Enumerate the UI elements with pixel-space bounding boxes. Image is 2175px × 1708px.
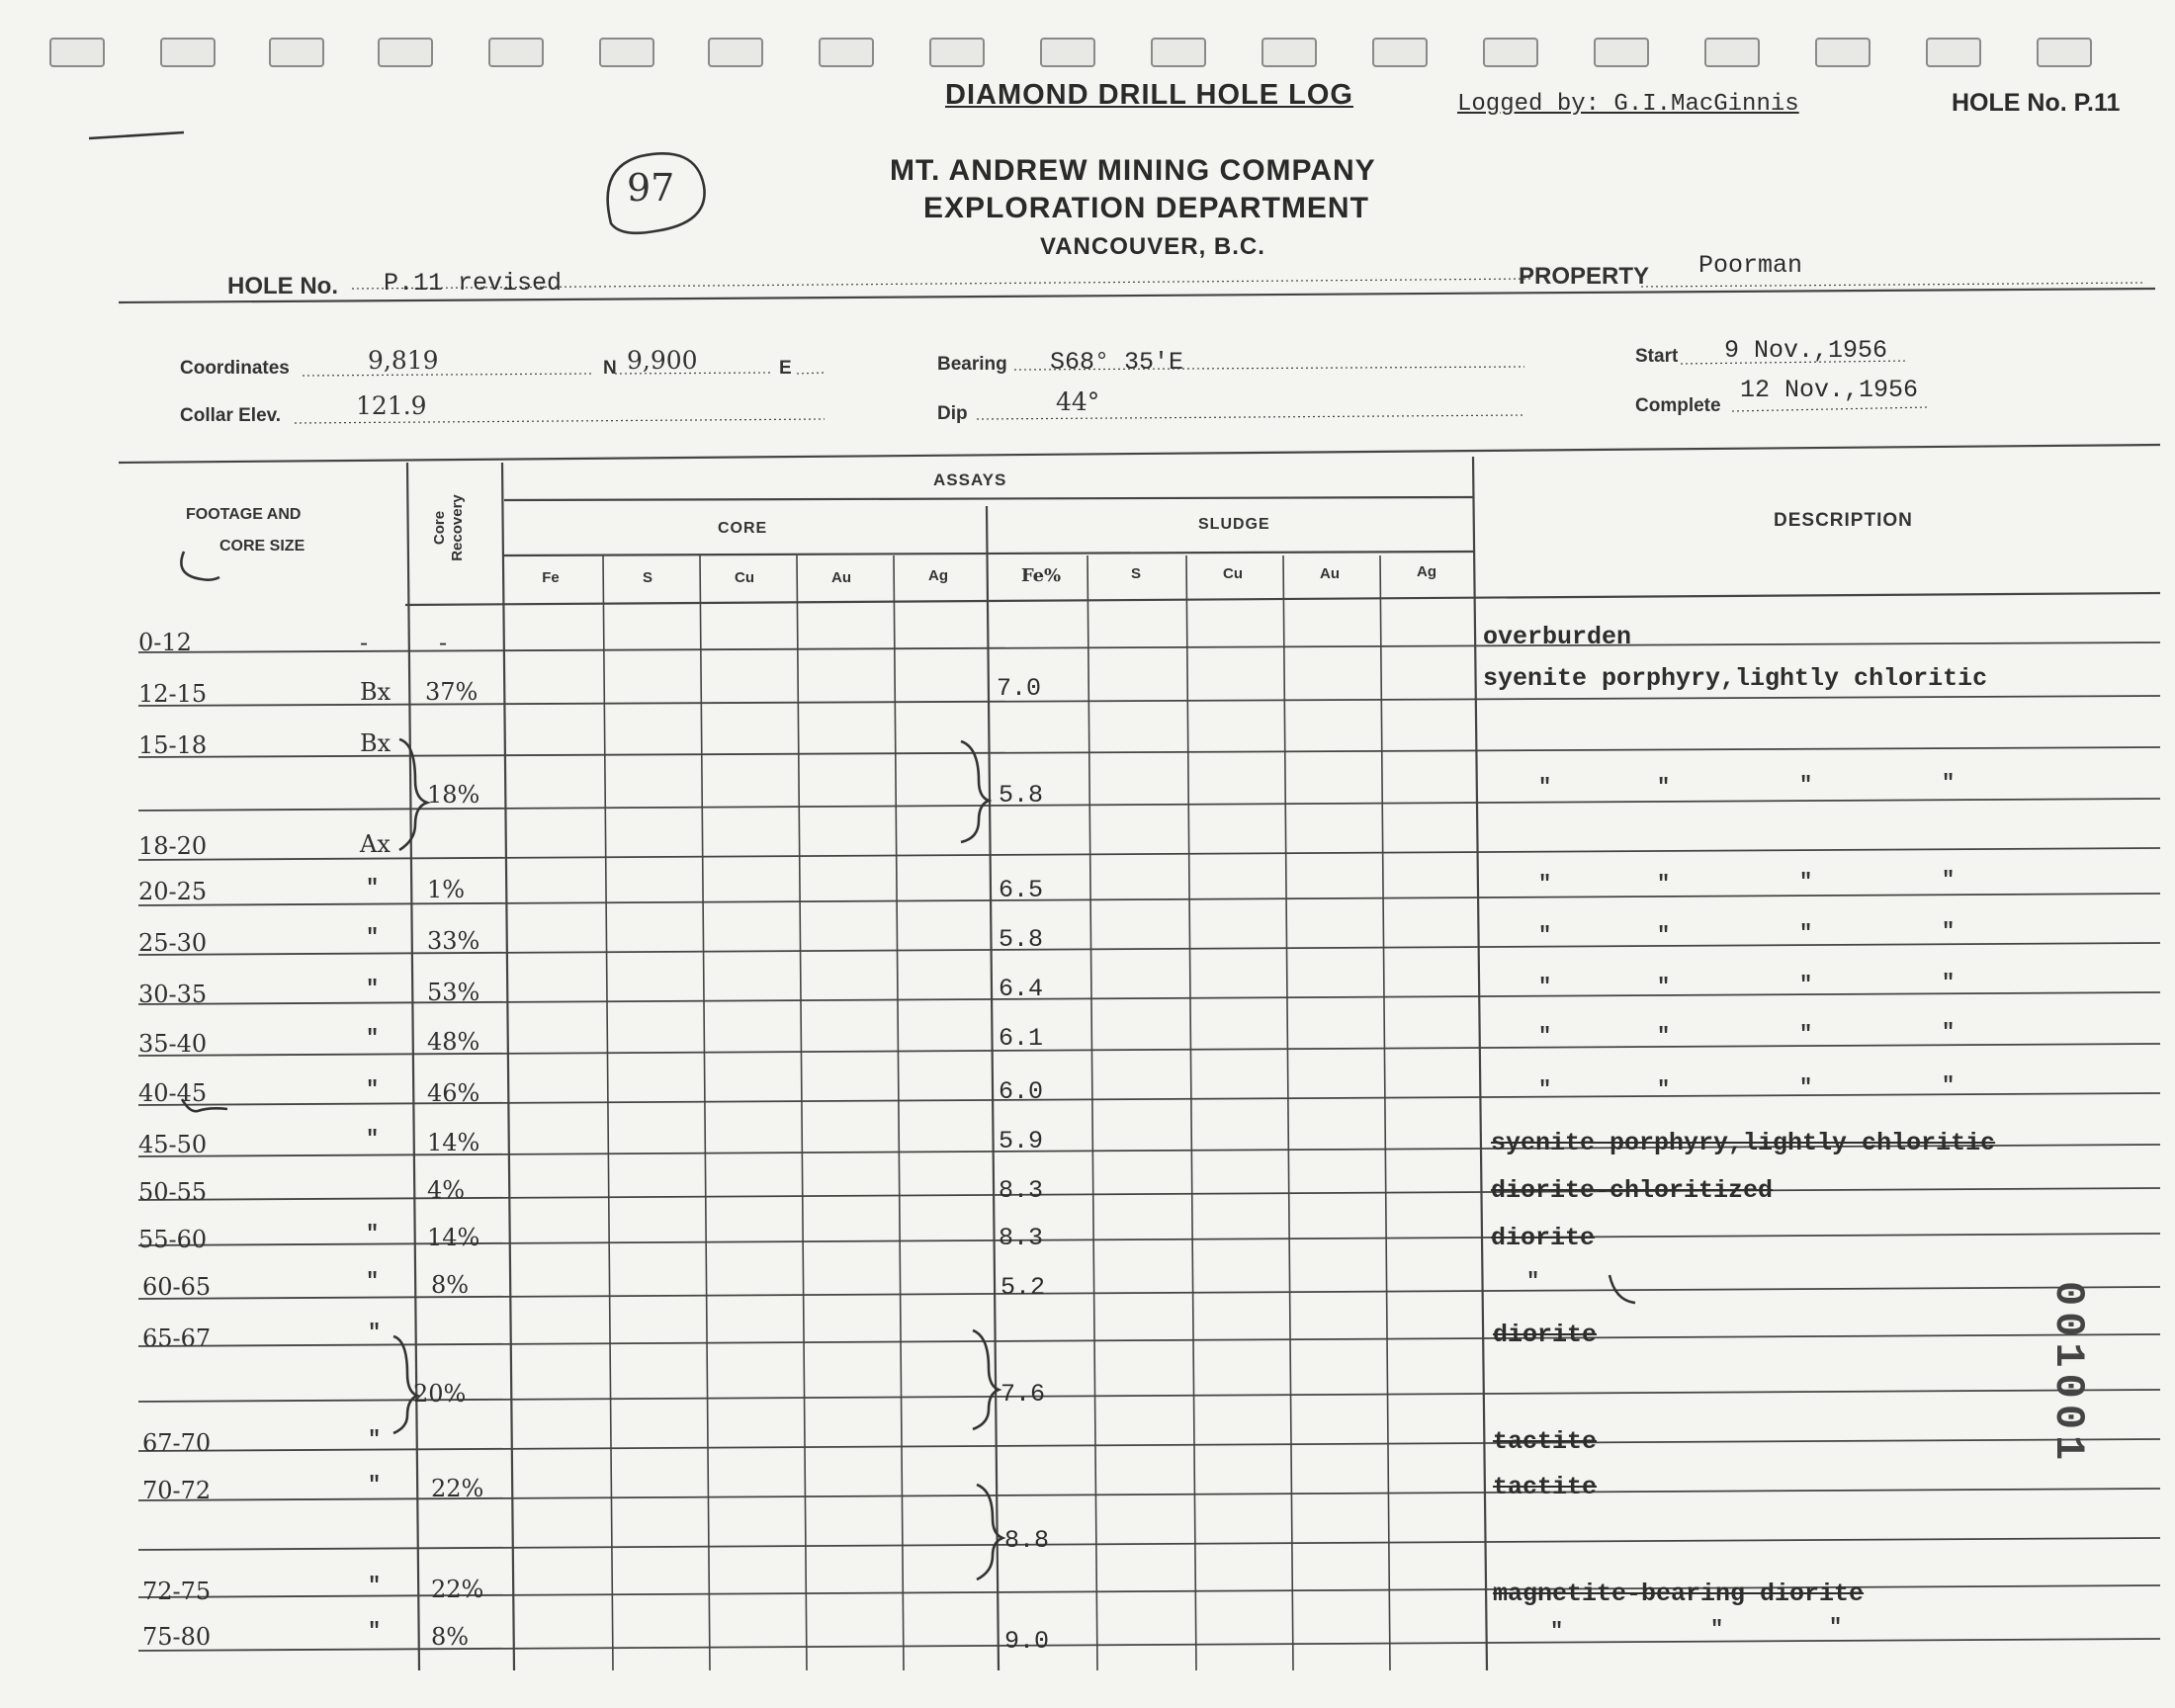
footage-cell: 70-72 <box>142 1477 212 1504</box>
sludge-fe-cell: 7.6 <box>1000 1380 1046 1409</box>
core-size-cell: " <box>366 1269 380 1294</box>
recovery-cell: 33% <box>427 927 480 955</box>
ditto-mark: " <box>1538 1077 1552 1102</box>
core-size-cell: Ax <box>360 830 391 858</box>
ditto-mark: " <box>1657 1024 1671 1049</box>
ditto-mark: " <box>1799 870 1813 895</box>
description-cell: overburden <box>1483 623 1632 651</box>
ditto-mark: " <box>1538 1024 1552 1049</box>
footage-cell: 60-65 <box>142 1273 212 1301</box>
core-size-cell: " <box>368 1574 382 1598</box>
core-size-cell: " <box>366 876 380 900</box>
start-value: 9 Nov.,1956 <box>1724 336 1888 365</box>
description-cell: tactite <box>1493 1427 1598 1456</box>
ditto-mark: " <box>1538 775 1552 800</box>
footage-cell: 67-70 <box>142 1429 212 1457</box>
sludge-fe-cell: 5.8 <box>999 781 1044 810</box>
col-sludge-fe: Fe% <box>1020 565 1062 586</box>
footage-cell: 15-18 <box>138 731 208 759</box>
ditto-mark: " <box>1942 771 1956 796</box>
ditto-mark: " <box>1799 973 1813 997</box>
footage-cell: 45-50 <box>138 1131 208 1158</box>
ditto-mark: " <box>1657 1077 1671 1102</box>
sludge-fe-cell: 5.9 <box>999 1127 1044 1155</box>
sludge-fe-cell: 6.0 <box>999 1077 1044 1106</box>
description-cell: tactite <box>1493 1473 1598 1501</box>
footage-cell: 65-67 <box>142 1324 212 1352</box>
bearing-label: Bearing <box>937 354 1007 375</box>
footage-cell: 72-75 <box>142 1578 212 1605</box>
ditto-mark: " <box>1550 1619 1564 1644</box>
footage-cell: 0-12 <box>138 629 192 656</box>
sludge-fe-cell: 6.4 <box>999 975 1044 1003</box>
hole-number-top: HOLE No. P.11 <box>1952 89 2121 117</box>
core-recovery-header: Core Recovery <box>431 494 466 561</box>
circled-number: 97 <box>627 166 675 210</box>
form-title: DIAMOND DRILL HOLE LOG <box>945 79 1353 111</box>
recovery-cell: - <box>439 629 448 656</box>
ditto-mark: " <box>1657 872 1671 897</box>
col-sludge-s: S <box>1130 565 1141 582</box>
core-size-cell: - <box>360 629 369 656</box>
core-size-cell: " <box>368 1619 382 1644</box>
stamp-number: 001001 <box>2044 1281 2092 1467</box>
ditto-mark: " <box>1799 773 1813 798</box>
dip-value: 44° <box>1056 387 1100 416</box>
sludge-fe-cell: 8.8 <box>1004 1526 1050 1555</box>
core-size-cell: Bx <box>360 729 392 757</box>
recovery-cell: 22% <box>431 1576 484 1603</box>
ditto-mark: " <box>1799 1022 1813 1047</box>
col-sludge-cu: Cu <box>1223 565 1243 582</box>
col-core-fe: Fe <box>542 569 560 586</box>
sludge-header: SLUDGE <box>1198 516 1270 533</box>
complete-value: 12 Nov.,1956 <box>1740 376 1919 404</box>
sludge-fe-cell: 6.1 <box>999 1024 1044 1053</box>
col-sludge-ag: Ag <box>1417 563 1436 580</box>
hole-value: P.11 revised <box>384 269 563 298</box>
footage-header-line1: FOOTAGE AND <box>186 506 302 523</box>
coord-e-value: 9,900 <box>627 346 698 375</box>
footage-cell: 20-25 <box>138 878 208 905</box>
core-size-cell: " <box>366 1077 380 1102</box>
footage-cell: 25-30 <box>138 929 208 957</box>
recovery-cell: 14% <box>427 1129 480 1156</box>
core-size-cell: " <box>368 1427 382 1452</box>
core-size-cell: " <box>368 1321 382 1345</box>
property-label: PROPERTY <box>1519 263 1650 290</box>
col-core-s: S <box>642 569 652 586</box>
ditto-mark: " <box>1657 923 1671 948</box>
core-size-cell: Bx <box>360 678 392 706</box>
recovery-cell: 48% <box>427 1028 480 1056</box>
sludge-fe-cell: 8.3 <box>999 1224 1044 1252</box>
sludge-fe-cell: 7.0 <box>997 674 1042 703</box>
footage-header-line2: CORE SIZE <box>219 538 305 555</box>
complete-label: Complete <box>1635 395 1721 416</box>
property-value: Poorman <box>1698 251 1803 280</box>
recovery-cell: 53% <box>427 979 480 1006</box>
city: VANCOUVER, B.C. <box>1040 233 1265 260</box>
recovery-cell: 8% <box>431 1271 470 1299</box>
core-header: CORE <box>718 520 768 537</box>
footage-cell: 55-60 <box>138 1226 208 1253</box>
ditto-mark: " <box>1829 1615 1843 1640</box>
logged-by: Logged by: G.I.MacGinnis <box>1457 91 1799 118</box>
recovery-cell: 1% <box>427 876 466 903</box>
description-cell: syenite porphyry,lightly chloritic <box>1483 664 1988 693</box>
ditto-mark: " <box>1710 1617 1724 1642</box>
core-size-cell: " <box>366 1222 380 1246</box>
sludge-fe-cell: 5.2 <box>1000 1273 1046 1302</box>
recovery-cell: 4% <box>427 1176 466 1204</box>
description-cell: diorite <box>1493 1321 1598 1349</box>
footage-cell: 50-55 <box>138 1178 208 1206</box>
ditto-mark: " <box>1942 1073 1956 1098</box>
description-header: DESCRIPTION <box>1774 510 1913 531</box>
recovery-cell: 20% <box>413 1380 467 1408</box>
description-cell: diorite <box>1491 1224 1596 1252</box>
department-name: EXPLORATION DEPARTMENT <box>923 192 1369 224</box>
ditto-mark: " <box>1942 971 1956 995</box>
core-size-cell: " <box>366 925 380 950</box>
sludge-fe-cell: 9.0 <box>1004 1627 1050 1656</box>
footage-cell: 40-45 <box>138 1079 208 1107</box>
description-cell: syenite porphyry,lightly chloritic <box>1491 1129 1996 1157</box>
company-name: MT. ANDREW MINING COMPANY <box>890 154 1376 187</box>
collar-label: Collar Elev. <box>180 405 282 426</box>
sludge-fe-cell: 5.8 <box>999 925 1044 954</box>
footage-cell: 30-35 <box>138 981 208 1008</box>
bearing-value: S68° 35'E <box>1050 348 1184 377</box>
ditto-mark: " <box>1538 923 1552 948</box>
recovery-cell: 37% <box>425 678 478 706</box>
assays-header: ASSAYS <box>933 470 1007 489</box>
collar-value: 121.9 <box>356 391 427 420</box>
ditto-mark: " <box>1657 775 1671 800</box>
coordinates-label: Coordinates <box>180 358 290 379</box>
footage-cell: 75-80 <box>142 1623 212 1651</box>
core-size-cell: " <box>368 1473 382 1497</box>
ditto-mark: " <box>1657 975 1671 999</box>
coord-n-value: 9,819 <box>368 346 439 375</box>
hole-label: HOLE No. <box>227 273 338 299</box>
description-cell: magnetite-bearing diorite <box>1493 1580 1865 1608</box>
recovery-cell: 22% <box>431 1475 484 1502</box>
coord-n-label: N <box>603 358 617 379</box>
col-sludge-au: Au <box>1320 565 1340 582</box>
ditto-mark: " <box>1942 868 1956 893</box>
ditto-mark: " <box>1799 921 1813 946</box>
recovery-cell: 18% <box>427 781 480 809</box>
description-cell: " <box>1526 1269 1540 1294</box>
core-size-cell: " <box>366 1026 380 1051</box>
col-core-ag: Ag <box>928 567 948 584</box>
recovery-cell: 14% <box>427 1224 480 1251</box>
sludge-fe-cell: 8.3 <box>999 1176 1044 1205</box>
description-cell: diorite-chloritized <box>1491 1176 1774 1205</box>
footage-cell: 12-15 <box>138 680 208 708</box>
start-label: Start <box>1635 346 1679 367</box>
ditto-mark: " <box>1799 1075 1813 1100</box>
core-size-cell: " <box>366 977 380 1001</box>
sludge-fe-cell: 6.5 <box>999 876 1044 904</box>
core-size-cell: " <box>366 1127 380 1152</box>
ditto-mark: " <box>1942 919 1956 944</box>
col-core-au: Au <box>831 569 851 586</box>
footage-cell: 35-40 <box>138 1030 208 1058</box>
ditto-mark: " <box>1538 872 1552 897</box>
ditto-mark: " <box>1942 1020 1956 1045</box>
recovery-cell: 46% <box>427 1079 480 1107</box>
dip-label: Dip <box>937 403 968 424</box>
coord-e-label: E <box>779 358 792 379</box>
col-core-cu: Cu <box>735 569 754 586</box>
ditto-mark: " <box>1538 975 1552 999</box>
footage-cell: 18-20 <box>138 832 208 860</box>
recovery-cell: 8% <box>431 1623 470 1651</box>
